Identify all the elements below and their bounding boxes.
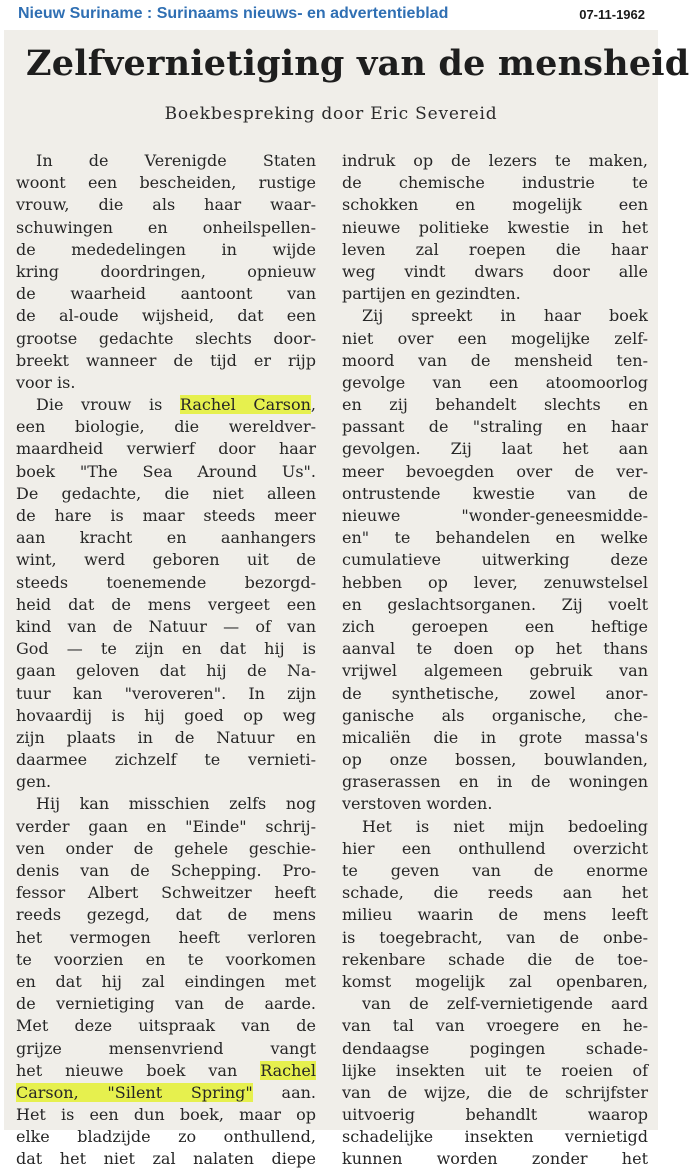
text-line	[342, 217, 648, 239]
line-text: en geslachtsorganen. Zij voelt	[342, 594, 648, 614]
text-line	[16, 194, 316, 216]
line-text: en zij behandelt slechts en	[342, 395, 648, 415]
line-text: nieuwe politieke kwestie in het	[342, 217, 648, 237]
text-line	[342, 949, 648, 971]
line-text: de hare is maar steeds meer	[16, 506, 316, 525]
text-line	[342, 882, 648, 904]
line-text: hier een onthullend overzicht	[342, 838, 648, 858]
line-text: elke bladzijde zo onthullend,	[16, 1127, 316, 1147]
line-text: kring doordringen, opnieuw	[16, 261, 316, 281]
line-text: de mededelingen in wijde	[16, 239, 316, 259]
text-line	[16, 483, 316, 505]
line-text: rekenbare schade die de toe-	[342, 949, 648, 969]
line-text: en" te behandelen en welke	[342, 528, 648, 548]
text-line	[16, 882, 316, 904]
text-line	[16, 749, 316, 771]
text-line	[16, 1104, 316, 1126]
text-line	[16, 993, 316, 1015]
line-text: fessor Albert Schweitzer heeft	[16, 883, 316, 903]
text-line	[16, 572, 316, 594]
text-line	[342, 683, 648, 705]
line-text: grootse gedachte slechts door-	[16, 328, 316, 348]
line-text: het vermogen heeft verloren	[16, 927, 316, 947]
text-line	[342, 350, 648, 372]
line-text: graserassen en in de woningen	[342, 772, 648, 792]
text-line	[16, 549, 316, 571]
line-text: op onze bossen, bouwlanden,	[342, 750, 648, 770]
line-text: breekt wanneer de tijd er rijp	[16, 350, 316, 370]
highlighted-text: Carson, "Silent Spring"	[16, 1082, 253, 1102]
line-text: van de wijze, die de schrijfster	[342, 1082, 648, 1102]
line-text: heid dat de mens vergeet een	[16, 594, 316, 614]
text-line	[342, 150, 648, 172]
line-text: is toegebracht, van de onbe-	[342, 927, 648, 947]
text-line	[342, 749, 648, 771]
line-text: milieu waarin de mens leeft	[342, 905, 648, 925]
text-line	[16, 283, 316, 305]
line-text: schade, die reeds aan het	[342, 883, 648, 903]
text-line	[16, 949, 316, 971]
text-line	[342, 1148, 648, 1170]
line-text: dat het niet zal nalaten diepe	[16, 1149, 316, 1169]
line-text: gaan geloven dat hij de Na-	[16, 661, 316, 681]
line-text: moord van de mensheid ten-	[342, 350, 648, 370]
newspaper-clipping	[4, 30, 689, 1169]
line-text: gevolgen. Zij laat het aan	[342, 439, 648, 459]
line-text: de waarheid aantoont van	[16, 284, 316, 304]
text-line	[342, 549, 648, 571]
line-text: leven zal roepen die haar	[342, 239, 648, 259]
newspaper-title: Nieuw Suriname : Surinaams nieuws- en advertentieblad	[18, 5, 449, 22]
line-text: Hij kan misschien zelfs nog	[36, 794, 316, 814]
line-text: boek "The Sea Around Us".	[16, 461, 316, 481]
text-line	[16, 660, 316, 682]
text-line	[16, 594, 316, 616]
line-text: grijze mensenvriend vangt	[16, 1038, 316, 1058]
text-line	[16, 816, 316, 838]
text-line	[16, 150, 316, 172]
text-line	[16, 1148, 316, 1170]
source-bar	[0, 0, 659, 30]
line-text: niet over een mogelijke zelf-	[342, 328, 648, 348]
text-line	[342, 1038, 648, 1060]
line-text: tuur kan "veroveren". In zijn	[16, 683, 316, 703]
line-text: woont een bescheiden, rustige	[16, 173, 316, 193]
line-text: micaliën die in grote massa's	[342, 727, 648, 747]
line-text: reeds gezegd, dat de mens	[16, 905, 316, 925]
text-line	[342, 860, 648, 882]
text-line	[342, 328, 648, 350]
line-text: verstoven worden.	[342, 794, 493, 814]
line-text: komst mogelijk zal openbaren,	[342, 971, 648, 991]
line-text: schuwingen en onheilspellen-	[16, 217, 316, 237]
line-text: denis van de Schepping. Pro-	[16, 861, 316, 880]
text-line	[342, 416, 648, 438]
line-text: hebben op lever, zenuwstelsel	[342, 572, 648, 592]
line-text: nieuwe "wonder-geneesmidde-	[342, 506, 648, 525]
text-line	[342, 1015, 648, 1037]
line-text: daarmee zichzelf te vernieti-	[16, 750, 316, 770]
line-text-after: ,	[310, 395, 316, 415]
text-line	[16, 1038, 316, 1060]
line-text: ontrustende kwestie van de	[342, 483, 648, 503]
text-line	[16, 527, 316, 549]
text-line	[342, 993, 648, 1015]
text-line	[16, 328, 316, 350]
text-line	[342, 239, 648, 261]
text-line	[16, 1060, 316, 1082]
line-text: Het is niet mijn bedoeling	[362, 816, 648, 836]
line-text: zich geroepen een heftige	[342, 616, 648, 636]
highlighted-text: Rachel Carson	[179, 395, 311, 415]
text-line	[16, 705, 316, 727]
highlighted-text: Rachel	[260, 1060, 316, 1080]
text-line	[16, 860, 316, 882]
text-line	[16, 305, 316, 327]
line-text-after: aan.	[252, 1082, 316, 1102]
article-column-left	[16, 150, 316, 1171]
text-line	[342, 572, 648, 594]
article-column-right	[342, 150, 648, 1171]
line-text: kind van de Natuur — of van	[16, 616, 316, 636]
line-text: de al-oude wijsheid, dat een	[16, 306, 316, 326]
line-text: meer bevoegden over de ver-	[342, 461, 648, 481]
text-line	[16, 461, 316, 483]
text-line	[16, 927, 316, 949]
line-text: te voorzien en te voorkomen	[16, 949, 316, 969]
line-text: wint, werd geboren uit de	[16, 550, 316, 570]
text-line	[342, 838, 648, 860]
text-line	[342, 505, 648, 527]
text-line	[16, 793, 316, 815]
line-text: voor is.	[16, 372, 76, 392]
text-line	[16, 683, 316, 705]
text-line	[16, 416, 316, 438]
text-line	[342, 1126, 648, 1148]
text-line	[16, 1015, 316, 1037]
line-text: het nieuwe boek van	[16, 1060, 261, 1080]
line-text: van tal van vroegere en he-	[342, 1016, 648, 1036]
text-line	[16, 372, 316, 394]
line-text: God — te zijn en dat hij is	[16, 639, 316, 659]
line-text: ganische als organische, che-	[342, 705, 648, 725]
text-line	[16, 1082, 316, 1104]
text-line	[16, 394, 316, 416]
text-line	[342, 638, 648, 660]
text-line	[16, 261, 316, 283]
line-text: In de Verenigde Staten	[36, 151, 316, 170]
text-line	[342, 527, 648, 549]
article-headline: Zelfvernietiging van de mensheid	[26, 43, 689, 84]
text-line	[342, 172, 648, 194]
text-line	[16, 616, 316, 638]
line-text: uitvoerig behandlt waarop	[342, 1105, 648, 1125]
line-text: gen.	[16, 772, 52, 792]
line-text: Het is een dun boek, maar op	[16, 1105, 316, 1125]
line-text: een biologie, die wereldver-	[16, 417, 316, 437]
text-line	[342, 594, 648, 616]
line-text: te geven van de enorme	[342, 861, 648, 880]
line-text: kunnen worden zonder het	[342, 1149, 648, 1169]
text-line	[342, 483, 648, 505]
text-line	[342, 283, 648, 305]
text-line	[16, 638, 316, 660]
text-line	[342, 372, 648, 394]
text-line	[16, 350, 316, 372]
text-line	[342, 461, 648, 483]
text-line	[16, 172, 316, 194]
text-line	[342, 816, 648, 838]
text-line	[342, 1082, 648, 1104]
line-text: verder gaan en "Einde" schrij-	[16, 816, 316, 836]
text-line	[342, 727, 648, 749]
text-line	[342, 1104, 648, 1126]
line-text: Met deze uitspraak van de	[16, 1016, 316, 1036]
line-text: aanval te doen op het thans	[342, 639, 648, 659]
line-text: de vernietiging van de aarde.	[16, 994, 316, 1014]
line-text: gevolge van een atoomoorlog	[342, 372, 648, 392]
text-line	[16, 971, 316, 993]
line-text: cumulatieve uitwerking deze	[342, 550, 648, 570]
text-line	[16, 505, 316, 527]
line-text: de synthetische, zowel anor-	[342, 683, 648, 703]
text-line	[16, 727, 316, 749]
line-text: schadelijke insekten vernietigd	[342, 1127, 648, 1147]
text-line	[16, 438, 316, 460]
line-text: van de zelf-vernietigende aard	[362, 994, 648, 1014]
line-text: schokken en mogelijk een	[342, 195, 648, 215]
text-line	[342, 194, 648, 216]
text-line	[342, 771, 648, 793]
line-text: passant de "straling en haar	[342, 417, 648, 437]
line-text: indruk op de lezers te maken,	[342, 151, 648, 170]
line-text: De gedachte, die niet alleen	[16, 483, 316, 503]
text-line	[342, 793, 648, 815]
text-line	[342, 616, 648, 638]
line-text: vrouw, die als haar waar-	[16, 195, 316, 215]
text-line	[342, 927, 648, 949]
line-text: ven onder de gehele geschie-	[16, 838, 316, 858]
article-subheadline: Boekbespreking door Eric Severeid	[164, 104, 498, 124]
text-line	[342, 438, 648, 460]
line-text: zijn plaats in de Natuur en	[16, 727, 316, 747]
text-line	[342, 705, 648, 727]
line-text: en dat hij zal eindingen met	[16, 971, 316, 991]
line-text: aan kracht en aanhangers	[16, 528, 316, 548]
line-text: Die vrouw is	[36, 395, 180, 415]
line-text: vrijwel algemeen gebruik van	[342, 661, 648, 681]
line-text: de chemische industrie te	[342, 173, 648, 193]
line-text: weg vindt dwars door alle	[342, 261, 648, 281]
text-line	[342, 971, 648, 993]
text-line	[342, 394, 648, 416]
line-text: maardheid verwierf door haar	[16, 439, 316, 459]
line-text: partijen en gezindten.	[342, 284, 521, 304]
text-line	[16, 904, 316, 926]
text-line	[342, 904, 648, 926]
text-line	[16, 771, 316, 793]
line-text: lijke insekten uit te roeien of	[342, 1060, 648, 1080]
line-text: Zij spreekt in haar boek	[362, 306, 648, 326]
line-text: dendaagse pogingen schade-	[342, 1038, 648, 1058]
text-line	[16, 239, 316, 261]
text-line	[16, 1126, 316, 1148]
text-line	[16, 217, 316, 239]
line-text: hovaardij is hij goed op weg	[16, 705, 316, 725]
line-text: steeds toenemende bezorgd-	[16, 572, 316, 592]
text-line	[16, 838, 316, 860]
text-line	[342, 305, 648, 327]
text-line	[342, 261, 648, 283]
publication-date: 07-11-1962	[579, 7, 645, 22]
text-line	[342, 660, 648, 682]
text-line	[342, 1060, 648, 1082]
